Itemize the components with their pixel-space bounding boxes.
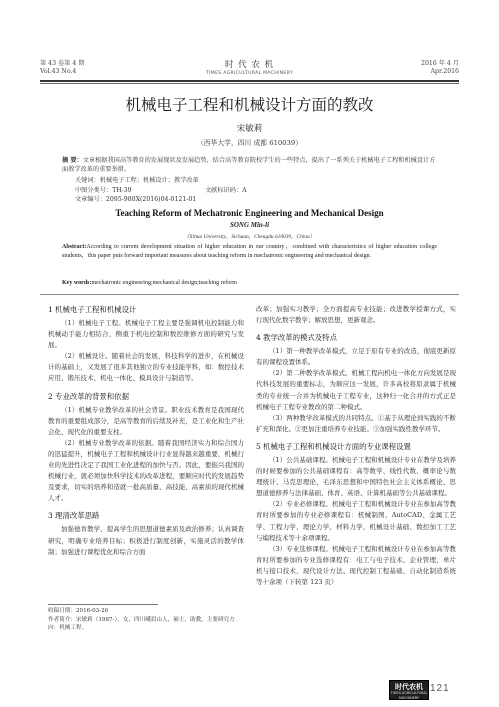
journal-name-cn: 时 代 农 机	[224, 60, 275, 70]
date-en: Apr.2016	[430, 68, 459, 75]
paper-title-en: Teaching Reform of Mechatronic Engineering and Mechanical Design	[115, 208, 384, 218]
abstract-en	[62, 243, 437, 262]
volume-cn: 第 43 卷第 4 期	[40, 60, 85, 67]
date-cn: 2016 年 4 月	[421, 60, 459, 67]
author-bio: 作者简介：宋敏莉（1987-），女，四川峨眉山人，硕士，助教，主要研究方向：机械工程。	[48, 616, 235, 632]
header-rule-thick	[40, 80, 459, 82]
author-en: SONG Min-li	[229, 221, 270, 229]
paragraph: （3）两种教学改革模式的共同特点。①基于从理论到实践的不断扩充和深化。②更加注重培养专业技能。③加强实践性教学环节。	[256, 413, 456, 433]
abstract-separator	[40, 294, 459, 295]
footnote-rule	[48, 604, 158, 605]
right-column	[256, 304, 456, 588]
abstract-en-label: Abstract:	[62, 244, 87, 250]
paragraph: （1）公共基础课程。机械电子工程和机械设计专业在教学及培养的时候要参加的公共基础课程有：高等数学、线性代数、概率论与数理统计、马克思理论、毛泽东思想和中国特色社会主义体系概论、思想道德修养与法律基础、体育、英语、计算机基础等公共基础课程。	[256, 455, 456, 498]
keywords-en-label: Key words:	[62, 280, 92, 286]
paragraph: （2）机械专业教学改革的依据。随着我国经济实力和综合国力的迅猛提升，机械电子工程和机械设计行业显得越来越重要，机械行业的先进性决定了我国工业化进程的加快与否。因此，要振兴我国的机械行业，就必须加快科学技术的改革进程，要顺应时代的发展趋势及要求，切实的培养和造就一批高质量、高技能、高素质的现代机械人才。	[48, 438, 244, 503]
paper-title-cn: 机械电子工程和机械设计方面的教改	[125, 96, 374, 114]
section-heading-4: 4 教学改革的模式及特点	[256, 333, 337, 343]
journal-name-en: TIMES AGRICULTURAL MACHINERY	[206, 71, 293, 76]
affiliation-cn: （西华大学，四川 成都 610039）	[196, 139, 303, 147]
doc-code: 文献标识码：A	[205, 187, 247, 194]
issue-date	[421, 60, 459, 76]
logo-subtitle: TIMES AGRICULTURAL MACHINERY	[390, 691, 428, 700]
author-cn: 宋敏莉	[236, 124, 263, 134]
keywords-cn-text: 机械电子工程；机械设计；教学改革	[99, 177, 199, 184]
keywords-en-text: mechatronic engineering;mechanical design;teaching reform	[91, 280, 237, 286]
classification-row	[75, 186, 439, 204]
section-heading-5: 5 机械电子工程和机械设计方面的专业课程设置	[256, 441, 411, 451]
paragraph: （3）专业选修课程。机械电子工程和机械设计专业在参加高等教育时所要参加的专业选修课程有：电工与电子技术、企业管理、单片机与接口技术、现代设计方法、现代控制工程基础、自动化制造系统等十余项（下转第 123 页）	[256, 544, 456, 586]
clc-number: 中图分类号：TH-39	[75, 187, 132, 194]
abstract-en-text: According to current development situation of higher education in our country，combined with characteristics of higher education college students，this paper puts forward important measures about teaching reform in mechatronic engineering and mechanical design.	[62, 244, 437, 260]
paragraph: （1）第一种教学改革模式，立足于原有专业的改造，彻底更新原有的课程设置体系。	[256, 347, 456, 367]
section-heading-1: 1 机械电子工程和机械设计	[48, 305, 137, 314]
abstract-cn	[62, 156, 439, 174]
paragraph: （2）专业必修课程。机械电子工程和机械设计专业在参加高等教育时所要参加的专业必修课程有：机械制图、AutoCAD、金属工艺学、工程力学、理论力学、材料力学、机械设计基础、数控加工工艺与编程技术等十余项课程。	[256, 500, 456, 542]
paragraph: 加强德育教学，提高学生的思想道德素质及政治修养；认真调查研究，明确专业培养目标；积极进行制度创新，实施灵活的教学体制；加强进行课程优化和综合方面	[48, 525, 244, 556]
footnote	[48, 607, 244, 633]
section-heading-3: 3 理清改革思路	[48, 511, 100, 521]
paragraph: （1）机械电子工程。机械电子工程主要是强调机电控制能力和机械动手能力相结合，侧重于机电控制和数控维修方面的研究与发展。	[48, 319, 244, 350]
journal-logo	[389, 680, 429, 700]
paragraph: （2）机械设计。随着社会的发展，科技科学的进步，在机械设计的基础上，又发展了很多其他独立的专业技能学科，如：数控技术应用、锻压技术、机电一体化、模具设计与制造等。	[48, 352, 244, 383]
keywords-en	[62, 279, 437, 288]
received-date: 收稿日期：2016-03-26	[48, 608, 109, 614]
paragraph: （2）第二种教学改革模式。机械工程向机电一体化方向发展是现代科技发展的重要标志，为顺应这一发展，许多高校将原隶属于机械类的专业统一合并为机械电子工程专业，这种归一化合并的方式正是机械电子工程专业教改的第二种模式。	[256, 369, 456, 411]
section-heading-2: 2 专业改革的背景和依据	[48, 391, 129, 401]
keywords-cn	[75, 176, 439, 185]
abstract-cn-label: 摘 要：	[62, 157, 83, 164]
keywords-cn-label: 关键词：	[75, 177, 100, 184]
logo-title: 时代农机	[395, 682, 423, 691]
abstract-cn-text: 文章根据我国高等教育的发展现状及发展趋势，结合高等教育院校学生的一些特点，提出了一系列关于机械电子工程和机械设计方面教学改革的重要举措。	[62, 157, 436, 173]
header-rule-thin	[40, 83, 459, 84]
paragraph: 改革；加强实习教学；全方面提高专业技能；改进教学授课方式，实行现代化数字教学；解放思想，更新观念。	[256, 305, 456, 325]
affiliation-en: （Xihua University，Sichuan，Chengdu 610039，China）	[183, 234, 316, 240]
page-number: 121	[430, 683, 450, 694]
article-number: 文章编号：2095-980X(2016)04-0121-01	[75, 196, 197, 203]
paragraph: （1）机械专业教学改革的社会背景。职业技术教育是我国现代教育的重要组成部分，是高等教育的后续及补充，是工业化和生产社会化、现代化的重要支柱。	[48, 405, 244, 436]
volume-en: Vol.43 No.4	[40, 68, 77, 75]
left-column	[48, 304, 244, 558]
